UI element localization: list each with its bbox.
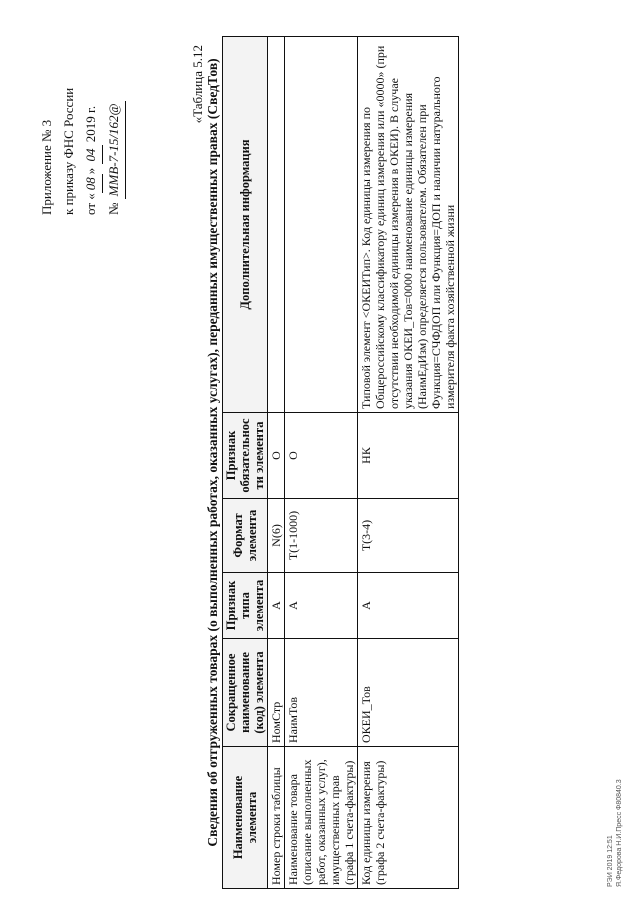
element-code: НомСтр xyxy=(268,639,285,747)
element-code: НаимТов xyxy=(285,639,358,747)
element-name: Номер строки таблицы xyxy=(268,747,285,889)
elements-table xyxy=(222,36,459,889)
element-info xyxy=(268,37,285,413)
element-type: А xyxy=(358,573,459,639)
table-label: «Таблица 5.12 xyxy=(190,45,205,124)
column-header: Признак обязательности элемента xyxy=(223,413,268,499)
order-date: от «08» 04 2019 г. xyxy=(80,35,103,215)
element-code: ОКЕИ_Тов xyxy=(358,639,459,747)
element-required: НК xyxy=(358,413,459,499)
print-footer: РЭИ 2019 12:51 Я.Федорова Н.И.Пресс Ф80840.3 xyxy=(607,779,623,887)
order-number: № ММВ-7-15/162@ xyxy=(103,35,126,215)
table-row xyxy=(285,37,358,889)
order-date-month: 04 xyxy=(80,145,103,164)
element-type: А xyxy=(268,573,285,639)
element-name: Код единицы измерения (графа 2 счета-фактуры) xyxy=(358,747,459,889)
appendix-number: Приложение № 3 xyxy=(39,119,54,215)
element-type: А xyxy=(285,573,358,639)
column-header: Сокращенное наименование (код) элемента xyxy=(223,639,268,747)
order-reference: к приказу ФНС России xyxy=(61,87,76,215)
column-header: Дополнительная информация xyxy=(223,37,268,413)
appendix-header xyxy=(36,35,126,215)
column-header: Наименование элемента xyxy=(223,747,268,889)
order-date-year: 2019 г. xyxy=(83,105,98,143)
element-required: О xyxy=(268,413,285,499)
column-header: Признак типа элемента xyxy=(223,573,268,639)
table-row xyxy=(358,37,459,889)
element-format: T(1-1000) xyxy=(285,499,358,573)
column-header: Формат элемента xyxy=(223,499,268,573)
element-info xyxy=(285,37,358,413)
element-name: Наименование товара (описание выполненных работ, оказанных услуг), имущественных прав (графа 1 счета-фактуры) xyxy=(285,747,358,889)
table-header-row xyxy=(223,37,268,889)
order-date-day: 08 xyxy=(80,174,103,193)
element-required: О xyxy=(285,413,358,499)
element-info: Типовой элемент <ОКЕИТип>. Код единицы измерения по Общероссийскому классификатору единиц измерения или «0000» (при отсутствии необходимой единицы измерения в ОКЕИ). В случае указания ОКЕИ_Тов=0000 наименование единицы измерения (НаимЕдИзм) определяется пользователем. Обязателен при Функция=СЧФДОП или Функция=ДОП и наличии натурального измерителя факта хозяйственной жизни xyxy=(358,37,459,413)
table-row xyxy=(268,37,285,889)
order-number-value: ММВ-7-15/162@ xyxy=(103,101,126,200)
element-format: T(3-4) xyxy=(358,499,459,573)
table-title: Сведения об отгруженных товарах (о выполненных работах, оказанных услугах), переданных имущественных правах (СведТов) xyxy=(205,58,220,847)
element-format: N(6) xyxy=(268,499,285,573)
